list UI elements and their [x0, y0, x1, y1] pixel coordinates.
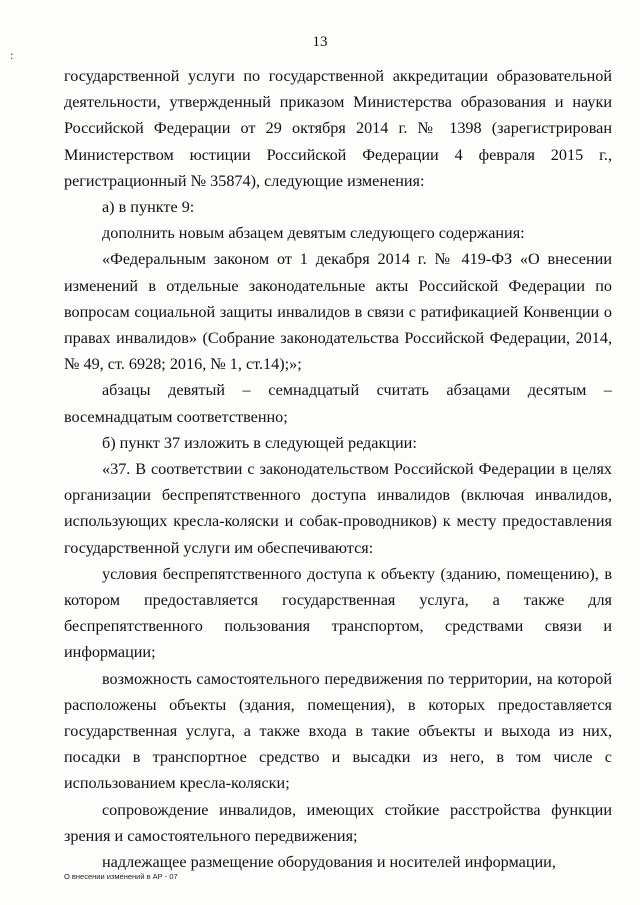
paragraph-item-a: а) в пункте 9: [102, 198, 195, 217]
footer-note: О внесении изменений в АР - 07 [64, 872, 178, 881]
page-number: 13 [312, 34, 328, 50]
paragraph-access-conditions: условия беспрепятственного доступа к объекту (зданию, помещению), в котором предоставляется государственная услуга, а также для беспрепятственного пользования транспортом, средствами связи и информации; [64, 564, 612, 662]
paragraph-point-37: «37. В соответствии с законодательством Российской Федерации в целях организации беспрепятственного доступа инвалидов (включая инвалидов, использующих кресла-коляски и собак-проводников) к месту предоставления государственной услуги им обеспечиваются: [64, 460, 612, 557]
paragraph-renumber: абзацы девятый – семнадцатый считать абзацами десятым – восемнадцатым соответственно; [64, 381, 612, 426]
paragraph-item-b: б) пункт 37 изложить в следующей редакции: [102, 433, 417, 452]
paragraph-equipment: надлежащее размещение оборудования и носителей информации, [102, 853, 556, 872]
paragraph-federal-law: «Федеральным законом от 1 декабря 2014 г. № 419-ФЗ «О внесении изменений в отдельные законодательные акты Российской Федерации по вопросам социальной защиты инвалидов в связи с ратификацией Конвенции о правах инвалидов» (Собрание законодательства Российской Федерации, 2014, № 49, ст. 6928; 2016, № 1, ст.14);»; [64, 250, 612, 374]
paragraph-movement: возможность самостоятельного передвижения по территории, на которой расположены объекты (здания, помещения), в которых предоставляется государственная услуга, а также входа в такие объекты и выхода из них, посадки в транспортное средство и высадки из него, в том числе с использованием кресла-коляски; [64, 669, 612, 793]
document-body [64, 63, 612, 875]
paragraph-escort: сопровождение инвалидов, имеющих стойкие расстройства функции зрения и самостоятельного передвижения; [64, 800, 612, 845]
paragraph-add-ninth: дополнить новым абзацем девятым следующего содержания: [102, 224, 525, 243]
margin-mark: : [10, 48, 14, 62]
paragraph-intro: государственной услуги по государственной аккредитации образовательной деятельности, утвержденный приказом Министерства образования и науки Российской Федерации от 29 октября 2014 г. № 1398 (зарегистрирован Министерством юстиции Российской Федерации 4 февраля 2015 г., регистрационный № 35874), следующие изменения: [64, 67, 612, 190]
